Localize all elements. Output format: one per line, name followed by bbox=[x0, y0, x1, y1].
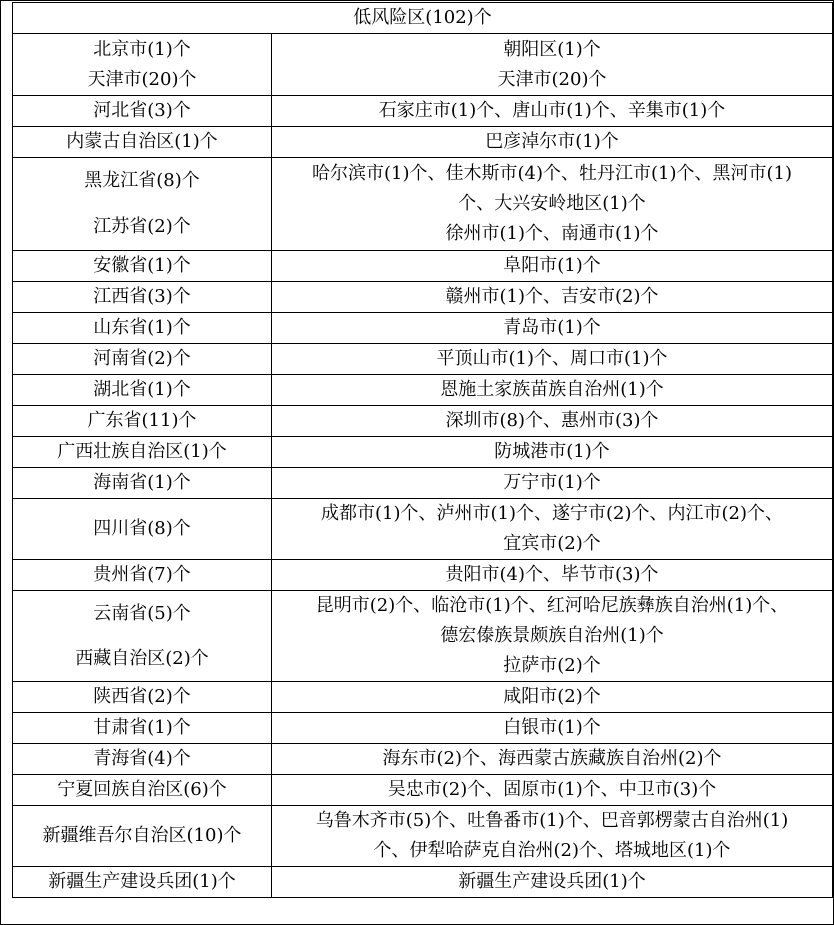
cities-cell bbox=[272, 591, 833, 682]
cities-cell: 恩施土家族苗族自治州(1)个 bbox=[272, 375, 833, 406]
cities-yunnan-1: 昆明市(2)个、临沧市(1)个、红河哈尼族彝族自治州(1)个、 bbox=[315, 595, 789, 616]
table-row bbox=[13, 251, 833, 282]
province-cell: 甘肃省(1)个 bbox=[13, 713, 272, 744]
province-cell: 湖北省(1)个 bbox=[13, 375, 272, 406]
province-cell: 安徽省(1)个 bbox=[13, 251, 272, 282]
province-cell bbox=[13, 34, 272, 96]
province-cell: 宁夏回族自治区(6)个 bbox=[13, 775, 272, 806]
cities-cell: 青岛市(1)个 bbox=[272, 313, 833, 344]
province-cell: 新疆生产建设兵团(1)个 bbox=[13, 867, 272, 898]
province-cell: 贵州省(7)个 bbox=[13, 560, 272, 591]
province-cell: 河北省(3)个 bbox=[13, 96, 272, 127]
cities-cell: 贵阳市(4)个、毕节市(3)个 bbox=[272, 560, 833, 591]
table-row bbox=[13, 375, 833, 406]
cities-cell: 吴忠市(2)个、固原市(1)个、中卫市(3)个 bbox=[272, 775, 833, 806]
cities-cell bbox=[272, 158, 833, 251]
cities-tianjin: 天津市(20)个 bbox=[497, 68, 607, 90]
province-beijing: 北京市(1)个 bbox=[93, 38, 191, 60]
table-row bbox=[13, 406, 833, 437]
province-cell bbox=[13, 158, 272, 251]
cities-cell: 石家庄市(1)个、唐山市(1)个、辛集市(1)个 bbox=[272, 96, 833, 127]
cities-cell bbox=[272, 806, 833, 867]
cities-cell: 白银市(1)个 bbox=[272, 713, 833, 744]
cities-sichuan-1: 成都市(1)个、泸州市(1)个、遂宁市(2)个、内江市(2)个、 bbox=[321, 503, 783, 524]
table-row bbox=[13, 806, 833, 867]
cities-sichuan-2: 宜宾市(2)个 bbox=[503, 533, 601, 554]
province-cell: 陕西省(2)个 bbox=[13, 682, 272, 713]
table-row bbox=[13, 682, 833, 713]
table-row bbox=[13, 775, 833, 806]
cities-cell: 万宁市(1)个 bbox=[272, 468, 833, 499]
province-cell bbox=[13, 591, 272, 682]
province-cell: 四川省(8)个 bbox=[13, 499, 272, 560]
province-jiangsu: 江苏省(2)个 bbox=[93, 216, 191, 237]
table-row bbox=[13, 499, 833, 560]
province-cell: 青海省(4)个 bbox=[13, 744, 272, 775]
cities-tibet: 拉萨市(2)个 bbox=[503, 655, 601, 676]
province-cell: 新疆维吾尔自治区(10)个 bbox=[13, 806, 272, 867]
table-row bbox=[13, 560, 833, 591]
province-cell: 内蒙古自治区(1)个 bbox=[13, 127, 272, 158]
cities-cell: 新疆生产建设兵团(1)个 bbox=[272, 867, 833, 898]
table-row bbox=[13, 344, 833, 375]
table-row bbox=[13, 96, 833, 127]
province-cell: 河南省(2)个 bbox=[13, 344, 272, 375]
cities-heilongjiang-2: 个、大兴安岭地区(1)个 bbox=[458, 193, 646, 214]
table-row bbox=[13, 127, 833, 158]
cities-cell: 防城港市(1)个 bbox=[272, 437, 833, 468]
table-row bbox=[13, 282, 833, 313]
province-heilongjiang: 黑龙江省(8)个 bbox=[84, 170, 200, 191]
cities-cell bbox=[272, 499, 833, 560]
cities-cell: 赣州市(1)个、吉安市(2)个 bbox=[272, 282, 833, 313]
table-row bbox=[13, 744, 833, 775]
cities-cell: 巴彦淖尔市(1)个 bbox=[272, 127, 833, 158]
table-title: 低风险区(102)个 bbox=[13, 3, 833, 34]
province-cell: 广东省(11)个 bbox=[13, 406, 272, 437]
cities-cell: 海东市(2)个、海西蒙古族藏族自治州(2)个 bbox=[272, 744, 833, 775]
cities-cell: 阜阳市(1)个 bbox=[272, 251, 833, 282]
province-cell: 山东省(1)个 bbox=[13, 313, 272, 344]
cities-cell: 平顶山市(1)个、周口市(1)个 bbox=[272, 344, 833, 375]
province-tibet: 西藏自治区(2)个 bbox=[75, 648, 209, 669]
table-row bbox=[13, 468, 833, 499]
cities-beijing: 朝阳区(1)个 bbox=[503, 38, 601, 60]
cities-xinjiang-2: 个、伊犁哈萨克自治州(2)个、塔城地区(1)个 bbox=[373, 840, 731, 861]
low-risk-area-table bbox=[12, 2, 833, 898]
cities-cell: 深圳市(8)个、惠州市(3)个 bbox=[272, 406, 833, 437]
province-yunnan: 云南省(5)个 bbox=[93, 603, 191, 624]
province-cell: 海南省(1)个 bbox=[13, 468, 272, 499]
table-row bbox=[13, 867, 833, 898]
cities-xinjiang-1: 乌鲁木齐市(5)个、吐鲁番市(1)个、巴音郭楞蒙古自治州(1) bbox=[315, 810, 789, 831]
table-row bbox=[13, 437, 833, 468]
cities-heilongjiang-1: 哈尔滨市(1)个、佳木斯市(4)个、牡丹江市(1)个、黑河市(1) bbox=[312, 163, 792, 184]
cities-cell bbox=[272, 34, 833, 96]
province-tianjin: 天津市(20)个 bbox=[87, 68, 197, 90]
cities-jiangsu: 徐州市(1)个、南通市(1)个 bbox=[445, 223, 659, 244]
table-row bbox=[13, 713, 833, 744]
cities-yunnan-2: 德宏傣族景颇族自治州(1)个 bbox=[440, 625, 664, 646]
province-cell: 江西省(3)个 bbox=[13, 282, 272, 313]
cities-cell: 咸阳市(2)个 bbox=[272, 682, 833, 713]
table-row bbox=[13, 313, 833, 344]
province-cell: 广西壮族自治区(1)个 bbox=[13, 437, 272, 468]
